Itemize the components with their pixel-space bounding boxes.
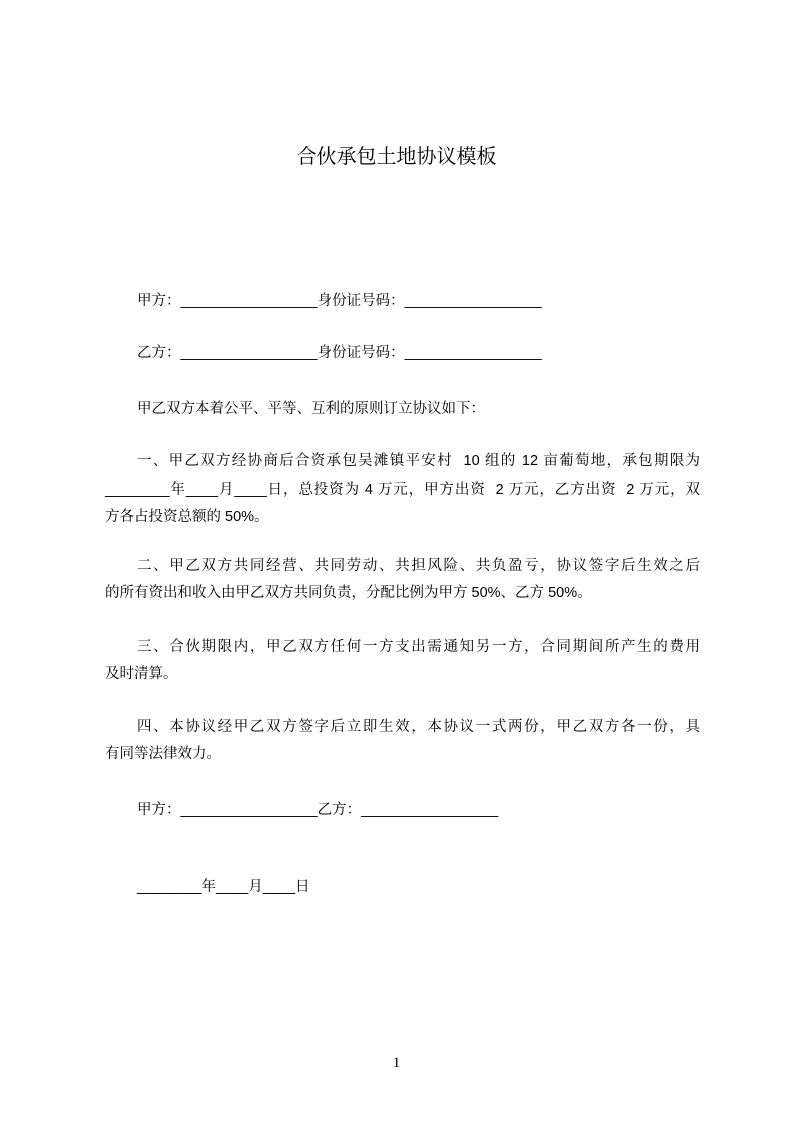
clause-4-line-1: 四、本协议经甲乙双方签字后立即生效，本协议一式两份，甲乙双方各一份，具 xyxy=(137,719,700,735)
clause-1-line-1: 一、甲乙双方经协商后合资承包吴滩镇平安村 10 组的 12 亩葡萄地，承包期限为 xyxy=(137,453,700,469)
clause-3-line-1: 三、合伙期限内，甲乙双方任何一方支出需通知另一方，合同期间所产生的费用 xyxy=(137,639,700,655)
clause-1-line-3: 方各占投资总额的 50%。 xyxy=(105,509,269,525)
clause-2-line-2: 的所有资出和收入由甲乙双方共同负责，分配比例为甲方 50%、乙方 50%。 xyxy=(105,585,592,601)
party-a-line: 甲方：_________________身份证号码：_________________ xyxy=(137,293,542,309)
clause-1-line-2: ________年____月____日，总投资为 4 万元，甲方出资 2 万元，乙方出资 2 万元，双 xyxy=(105,482,700,498)
party-b-line: 乙方：_________________身份证号码：_________________ xyxy=(137,345,542,361)
clause-3-line-2: 及时清算。 xyxy=(105,666,178,682)
date-line: ________年____月____日 xyxy=(137,879,310,895)
page-number: 1 xyxy=(392,1055,401,1071)
signature-line: 甲方：_________________乙方：_________________ xyxy=(137,802,499,818)
clause-2-line-1: 二、甲乙双方共同经营、共同劳动、共担风险、共负盈亏，协议签字后生效之后 xyxy=(137,558,700,574)
clause-4-line-2: 有同等法律效力。 xyxy=(105,746,221,762)
intro-text: 甲乙双方本着公平、平等、互利的原则订立协议如下： xyxy=(137,401,485,417)
document-title: 合伙承包土地协议模板 xyxy=(296,146,497,168)
